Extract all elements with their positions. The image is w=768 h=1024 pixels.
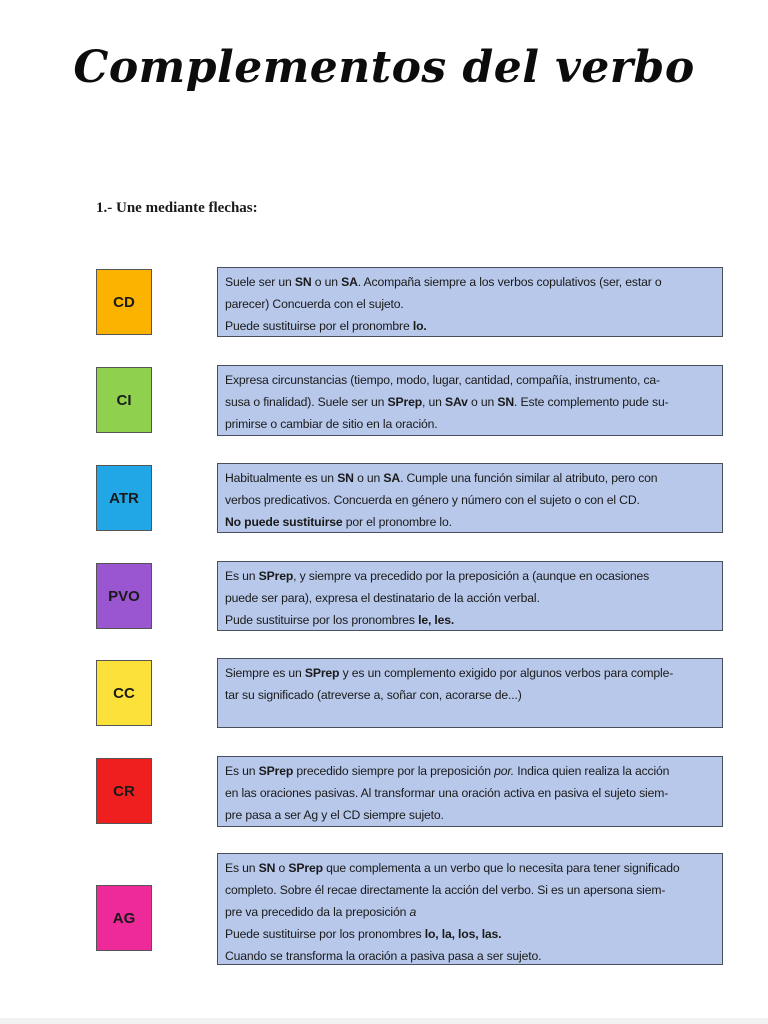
description-line	[225, 782, 716, 804]
text-run: Habitualmente es un	[225, 471, 338, 485]
bold-text: SN	[337, 471, 354, 485]
description-line	[225, 684, 716, 706]
text-run: precedido siempre por la preposición	[293, 764, 495, 778]
description-line	[225, 293, 716, 315]
text-run: Cuando se transforma la oración a pasiva pasa a ser sujeto.	[225, 949, 542, 963]
description-line	[225, 587, 716, 609]
text-run: o un	[467, 395, 498, 409]
italic-text: por.	[494, 764, 515, 778]
bold-text: SPrep	[258, 569, 294, 583]
description-box[interactable]	[217, 853, 723, 965]
description-line	[225, 511, 716, 533]
text-run: Es un	[225, 861, 259, 875]
description-line	[225, 609, 716, 631]
label-box-cr[interactable]: CR	[96, 758, 152, 824]
text-run: Suele ser un	[225, 275, 295, 289]
text-run: Expresa circunstancias (tiempo, modo, lugar, cantidad, compañía, instrumento, ca-	[225, 373, 660, 387]
description-line	[225, 271, 716, 293]
text-run: que complementa a un verbo que lo necesita para tener significado	[322, 861, 680, 875]
label-box-atr[interactable]: ATR	[96, 465, 152, 531]
bold-text: SPrep	[258, 764, 294, 778]
bold-text: SN	[294, 275, 312, 289]
text-run: Puede sustituirse por los pronombres	[225, 927, 425, 941]
bold-text: lo.	[412, 319, 427, 333]
description-line	[225, 857, 716, 879]
description-box[interactable]	[217, 267, 723, 337]
description-box[interactable]	[217, 561, 723, 631]
description-line	[225, 369, 716, 391]
description-line	[225, 315, 716, 337]
text-run: parecer) Concuerda con el sujeto.	[225, 297, 404, 311]
bold-text: No puede sustituirse	[225, 515, 343, 529]
text-run: por el pronombre lo.	[342, 515, 452, 529]
description-line	[225, 804, 716, 826]
exercise-instruction: 1.- Une mediante flechas:	[96, 200, 258, 216]
text-run: pre pasa a ser Ag y el CD siempre sujeto.	[225, 808, 444, 822]
text-run: Indica quien realiza la acción	[514, 764, 670, 778]
description-box[interactable]	[217, 365, 723, 436]
text-run: y es un complemento exigido por algunos verbos para comple-	[339, 666, 674, 680]
text-run: o un	[353, 471, 384, 485]
bold-text: le, les.	[418, 613, 455, 627]
bold-text: SN	[258, 861, 276, 875]
page-title: Complementos del verbo	[73, 42, 695, 93]
description-line	[225, 945, 716, 967]
text-run: tar su significado (atreverse a, soñar con, acorarse de...)	[225, 688, 522, 702]
text-run: o un	[311, 275, 342, 289]
text-run: . Cumple una función similar al atributo, pero con	[400, 471, 658, 485]
text-run: o	[275, 861, 289, 875]
description-line	[225, 391, 716, 413]
italic-text: a	[409, 905, 417, 919]
bold-text: SA	[341, 275, 358, 289]
text-run: susa o finalidad). Suele ser un	[225, 395, 388, 409]
description-line	[225, 565, 716, 587]
text-run: Es un	[225, 569, 259, 583]
label-box-cd[interactable]: CD	[96, 269, 152, 335]
page-bottom-edge	[0, 1018, 768, 1024]
text-run: . Acompaña siempre a los verbos copulativos (ser, estar o	[357, 275, 662, 289]
bold-text: lo, la, los, las.	[424, 927, 502, 941]
bold-text: SN	[497, 395, 515, 409]
description-line	[225, 901, 716, 923]
bold-text: SPrep	[304, 666, 340, 680]
text-run: pre va precedido da la preposición	[225, 905, 410, 919]
label-box-ag[interactable]: AG	[96, 885, 152, 951]
text-run: Pude sustituirse por los pronombres	[225, 613, 419, 627]
text-run: Puede sustituirse por el pronombre	[225, 319, 413, 333]
description-box[interactable]	[217, 463, 723, 533]
text-run: verbos predicativos. Concuerda en género y número con el sujeto o con el CD.	[225, 493, 640, 507]
description-line	[225, 662, 716, 684]
description-line	[225, 413, 716, 435]
bold-text: SA	[383, 471, 401, 485]
bold-text: SPrep	[288, 861, 323, 875]
description-box[interactable]	[217, 756, 723, 827]
text-run: completo. Sobre él recae directamente la acción del verbo. Si es un apersona siem-	[225, 883, 666, 897]
text-run: . Este complemento pude su-	[514, 395, 669, 409]
bold-text: SAv	[445, 395, 468, 409]
description-box[interactable]	[217, 658, 723, 728]
description-line	[225, 467, 716, 489]
text-run: primirse o cambiar de sitio en la oración.	[225, 417, 438, 431]
description-line	[225, 489, 716, 511]
text-run: en las oraciones pasivas. Al transformar una oración activa en pasiva el sujeto siem-	[225, 786, 669, 800]
label-box-cc[interactable]: CC	[96, 660, 152, 726]
description-line	[225, 879, 716, 901]
text-run: puede ser para), expresa el destinatario de la acción verbal.	[225, 591, 540, 605]
text-run: , un	[422, 395, 445, 409]
label-box-ci[interactable]: CI	[96, 367, 152, 433]
text-run: Es un	[225, 764, 259, 778]
label-box-pvo[interactable]: PVO	[96, 563, 152, 629]
bold-text: SPrep	[387, 395, 423, 409]
description-line	[225, 923, 716, 945]
text-run: , y siempre va precedido por la preposición a (aunque en ocasiones	[293, 569, 650, 583]
description-line	[225, 760, 716, 782]
text-run: Siempre es un	[225, 666, 305, 680]
